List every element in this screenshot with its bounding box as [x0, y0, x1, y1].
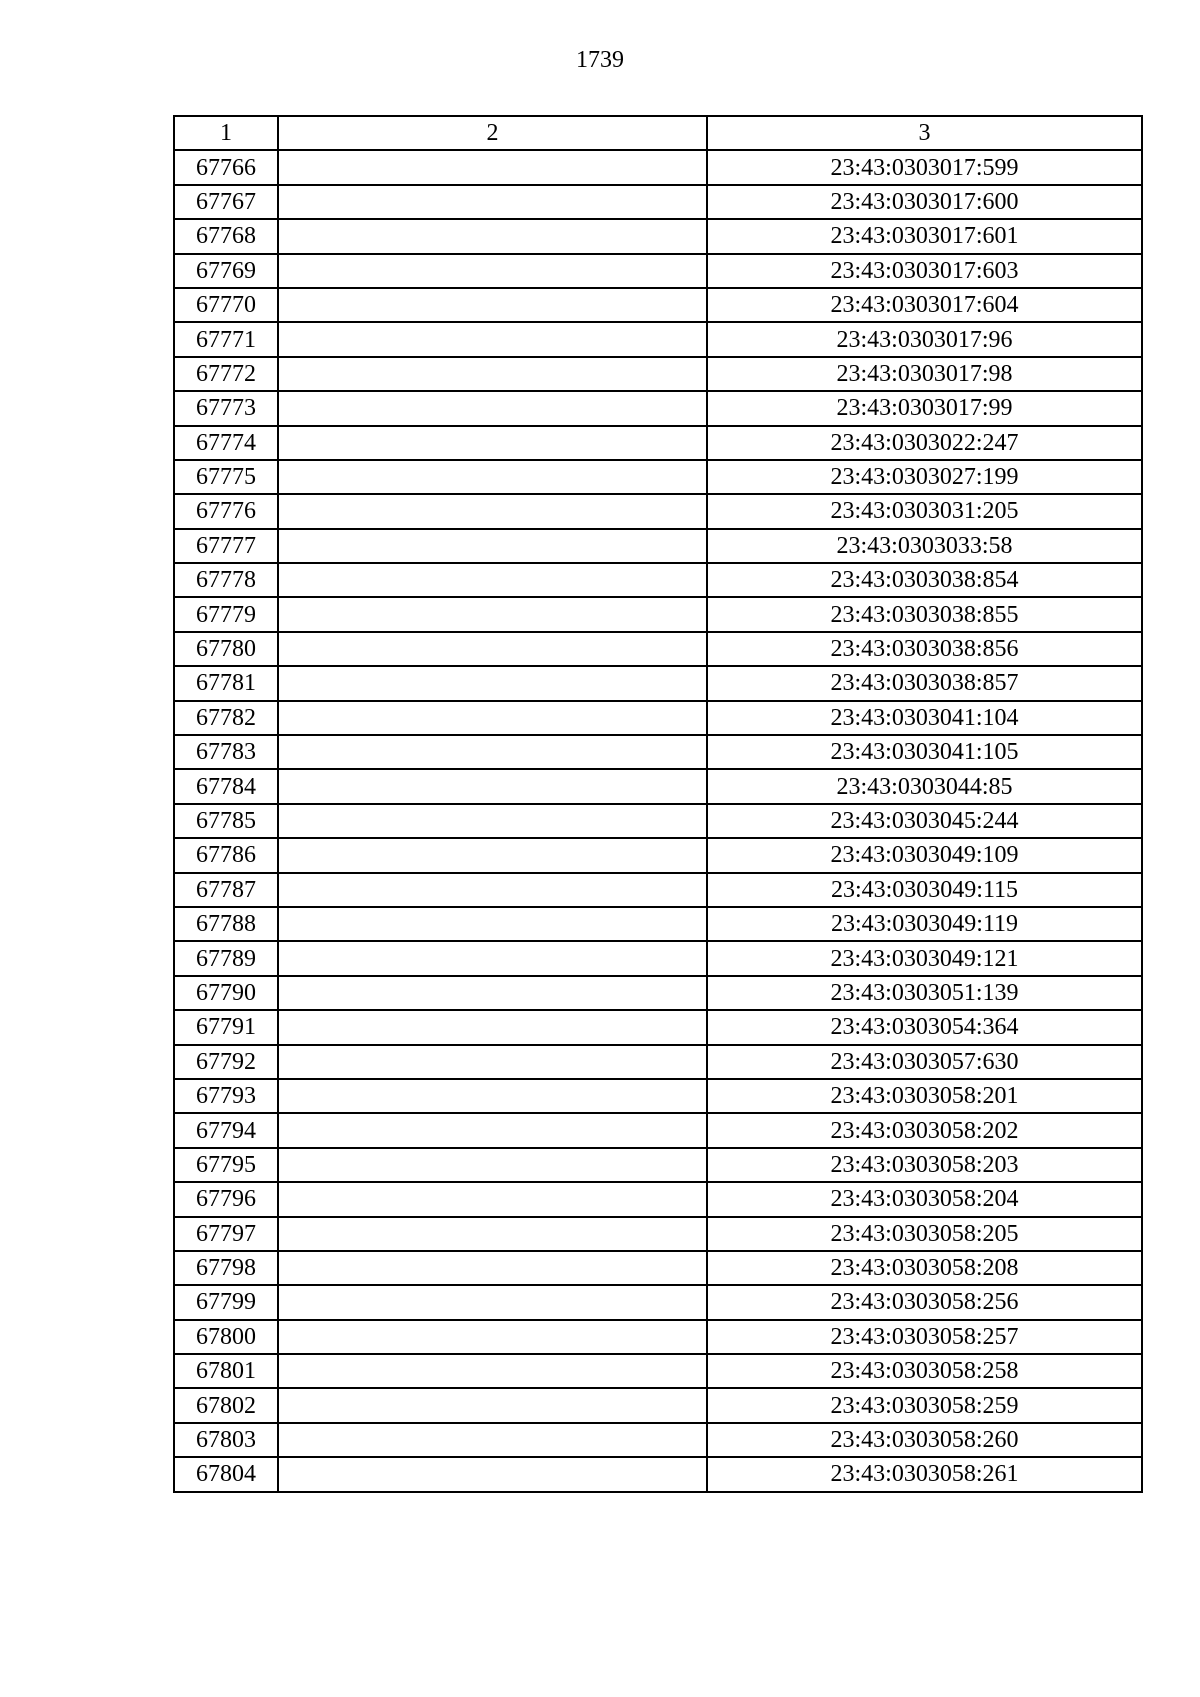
row-number-cell: 67788: [174, 907, 278, 941]
row-number-cell: 67786: [174, 838, 278, 872]
table-row: [174, 1010, 1142, 1044]
table-row: [174, 1320, 1142, 1354]
row-name-cell: [278, 1079, 707, 1113]
row-number-cell: 67791: [174, 1010, 278, 1044]
table-row: [174, 391, 1142, 425]
table-row: [174, 322, 1142, 356]
row-name-cell: [278, 701, 707, 735]
cadastral-number-cell: 23:43:0303031:205: [707, 494, 1142, 528]
cadastral-number-cell: 23:43:0303017:96: [707, 322, 1142, 356]
row-name-cell: [278, 1148, 707, 1182]
row-number-cell: 67766: [174, 150, 278, 184]
row-name-cell: [278, 563, 707, 597]
row-number-cell: 67773: [174, 391, 278, 425]
cadastral-number-cell: 23:43:0303049:119: [707, 907, 1142, 941]
row-number-cell: 67776: [174, 494, 278, 528]
row-number-cell: 67768: [174, 219, 278, 253]
row-name-cell: [278, 1320, 707, 1354]
table-row: [174, 219, 1142, 253]
row-name-cell: [278, 976, 707, 1010]
cadastral-number-cell: 23:43:0303049:109: [707, 838, 1142, 872]
row-number-cell: 67799: [174, 1285, 278, 1319]
table-row: [174, 563, 1142, 597]
row-name-cell: [278, 1217, 707, 1251]
row-number-cell: 67781: [174, 666, 278, 700]
table-row: [174, 1457, 1142, 1491]
cadastral-number-cell: 23:43:0303058:259: [707, 1388, 1142, 1422]
row-number-cell: 67796: [174, 1182, 278, 1216]
cadastral-number-cell: 23:43:0303027:199: [707, 460, 1142, 494]
cadastral-number-cell: 23:43:0303057:630: [707, 1045, 1142, 1079]
table-row: [174, 1388, 1142, 1422]
column-header-1: 1: [174, 116, 278, 150]
cadastral-number-cell: 23:43:0303044:85: [707, 769, 1142, 803]
table-row: [174, 976, 1142, 1010]
row-number-cell: 67771: [174, 322, 278, 356]
row-number-cell: 67793: [174, 1079, 278, 1113]
row-number-cell: 67795: [174, 1148, 278, 1182]
row-name-cell: [278, 1113, 707, 1147]
cadastral-number-cell: 23:43:0303058:261: [707, 1457, 1142, 1491]
table-row: [174, 254, 1142, 288]
table-row: [174, 288, 1142, 322]
cadastral-number-cell: 23:43:0303017:601: [707, 219, 1142, 253]
row-number-cell: 67770: [174, 288, 278, 322]
row-name-cell: [278, 804, 707, 838]
column-header-2: 2: [278, 116, 707, 150]
table-row: [174, 666, 1142, 700]
row-name-cell: [278, 1285, 707, 1319]
row-name-cell: [278, 219, 707, 253]
row-number-cell: 67783: [174, 735, 278, 769]
cadastral-number-cell: 23:43:0303041:104: [707, 701, 1142, 735]
row-name-cell: [278, 632, 707, 666]
cadastral-number-cell: 23:43:0303033:58: [707, 529, 1142, 563]
cadastral-number-cell: 23:43:0303022:247: [707, 426, 1142, 460]
row-name-cell: [278, 391, 707, 425]
row-number-cell: 67782: [174, 701, 278, 735]
table-row: [174, 941, 1142, 975]
cadastral-number-cell: 23:43:0303058:257: [707, 1320, 1142, 1354]
cadastral-number-cell: 23:43:0303058:205: [707, 1217, 1142, 1251]
cadastral-number-cell: 23:43:0303049:121: [707, 941, 1142, 975]
row-number-cell: 67797: [174, 1217, 278, 1251]
cadastral-number-cell: 23:43:0303054:364: [707, 1010, 1142, 1044]
row-name-cell: [278, 1251, 707, 1285]
row-number-cell: 67787: [174, 873, 278, 907]
row-name-cell: [278, 1423, 707, 1457]
row-name-cell: [278, 288, 707, 322]
row-number-cell: 67774: [174, 426, 278, 460]
cadastral-number-cell: 23:43:0303038:854: [707, 563, 1142, 597]
table-row: [174, 838, 1142, 872]
row-number-cell: 67798: [174, 1251, 278, 1285]
row-number-cell: 67790: [174, 976, 278, 1010]
row-number-cell: 67804: [174, 1457, 278, 1491]
table-row: [174, 357, 1142, 391]
table-row: [174, 735, 1142, 769]
row-name-cell: [278, 666, 707, 700]
cadastral-number-cell: 23:43:0303058:256: [707, 1285, 1142, 1319]
table-row: [174, 1148, 1142, 1182]
cadastral-number-cell: 23:43:0303017:604: [707, 288, 1142, 322]
row-name-cell: [278, 1388, 707, 1422]
row-number-cell: 67780: [174, 632, 278, 666]
row-name-cell: [278, 735, 707, 769]
cadastral-number-cell: 23:43:0303058:202: [707, 1113, 1142, 1147]
row-name-cell: [278, 150, 707, 184]
row-name-cell: [278, 1010, 707, 1044]
cadastral-number-cell: 23:43:0303058:203: [707, 1148, 1142, 1182]
row-name-cell: [278, 941, 707, 975]
table-row: [174, 1182, 1142, 1216]
row-name-cell: [278, 597, 707, 631]
row-name-cell: [278, 1354, 707, 1388]
cadastral-number-cell: 23:43:0303038:856: [707, 632, 1142, 666]
row-name-cell: [278, 1045, 707, 1079]
table-row: [174, 529, 1142, 563]
table-row: [174, 1423, 1142, 1457]
row-name-cell: [278, 460, 707, 494]
row-number-cell: 67772: [174, 357, 278, 391]
row-number-cell: 67778: [174, 563, 278, 597]
row-number-cell: 67801: [174, 1354, 278, 1388]
cadastral-number-cell: 23:43:0303017:603: [707, 254, 1142, 288]
cadastral-number-cell: 23:43:0303017:600: [707, 185, 1142, 219]
row-number-cell: 67777: [174, 529, 278, 563]
cadastral-number-cell: 23:43:0303058:201: [707, 1079, 1142, 1113]
table-row: [174, 632, 1142, 666]
row-name-cell: [278, 838, 707, 872]
row-number-cell: 67775: [174, 460, 278, 494]
table-row: [174, 1045, 1142, 1079]
cadastral-number-cell: 23:43:0303058:258: [707, 1354, 1142, 1388]
table-row: [174, 426, 1142, 460]
row-number-cell: 67792: [174, 1045, 278, 1079]
header-row: [174, 116, 1142, 150]
cadastral-number-cell: 23:43:0303049:115: [707, 873, 1142, 907]
table-row: [174, 804, 1142, 838]
table-row: [174, 769, 1142, 803]
page-number: 1739: [576, 47, 624, 73]
row-number-cell: 67784: [174, 769, 278, 803]
row-name-cell: [278, 426, 707, 460]
table-row: [174, 1354, 1142, 1388]
table-row: [174, 494, 1142, 528]
cadastral-number-cell: 23:43:0303017:599: [707, 150, 1142, 184]
table-row: [174, 701, 1142, 735]
row-name-cell: [278, 907, 707, 941]
table-row: [174, 907, 1142, 941]
cadastral-number-cell: 23:43:0303038:857: [707, 666, 1142, 700]
table-row: [174, 1285, 1142, 1319]
row-name-cell: [278, 254, 707, 288]
cadastral-number-cell: 23:43:0303017:98: [707, 357, 1142, 391]
table-row: [174, 1113, 1142, 1147]
row-name-cell: [278, 1182, 707, 1216]
table-row: [174, 1079, 1142, 1113]
cadastral-number-cell: 23:43:0303051:139: [707, 976, 1142, 1010]
cadastral-number-cell: 23:43:0303058:208: [707, 1251, 1142, 1285]
table-row: [174, 1217, 1142, 1251]
row-name-cell: [278, 769, 707, 803]
row-number-cell: 67767: [174, 185, 278, 219]
cadastral-number-cell: 23:43:0303045:244: [707, 804, 1142, 838]
cadastral-number-cell: 23:43:0303038:855: [707, 597, 1142, 631]
table-row: [174, 185, 1142, 219]
row-number-cell: 67785: [174, 804, 278, 838]
row-number-cell: 67803: [174, 1423, 278, 1457]
row-name-cell: [278, 529, 707, 563]
cadastral-number-cell: 23:43:0303058:204: [707, 1182, 1142, 1216]
row-number-cell: 67779: [174, 597, 278, 631]
row-number-cell: 67802: [174, 1388, 278, 1422]
row-number-cell: 67769: [174, 254, 278, 288]
row-name-cell: [278, 1457, 707, 1491]
cadastral-number-cell: 23:43:0303041:105: [707, 735, 1142, 769]
row-name-cell: [278, 357, 707, 391]
row-number-cell: 67800: [174, 1320, 278, 1354]
table-row: [174, 873, 1142, 907]
register-table: [173, 115, 1143, 1493]
cadastral-number-cell: 23:43:0303058:260: [707, 1423, 1142, 1457]
row-name-cell: [278, 873, 707, 907]
table-row: [174, 150, 1142, 184]
row-name-cell: [278, 185, 707, 219]
cadastral-number-cell: 23:43:0303017:99: [707, 391, 1142, 425]
table-row: [174, 460, 1142, 494]
row-number-cell: 67794: [174, 1113, 278, 1147]
row-name-cell: [278, 494, 707, 528]
row-name-cell: [278, 322, 707, 356]
table-body: [174, 150, 1142, 1491]
column-header-3: 3: [707, 116, 1142, 150]
table-row: [174, 597, 1142, 631]
row-number-cell: 67789: [174, 941, 278, 975]
table-row: [174, 1251, 1142, 1285]
